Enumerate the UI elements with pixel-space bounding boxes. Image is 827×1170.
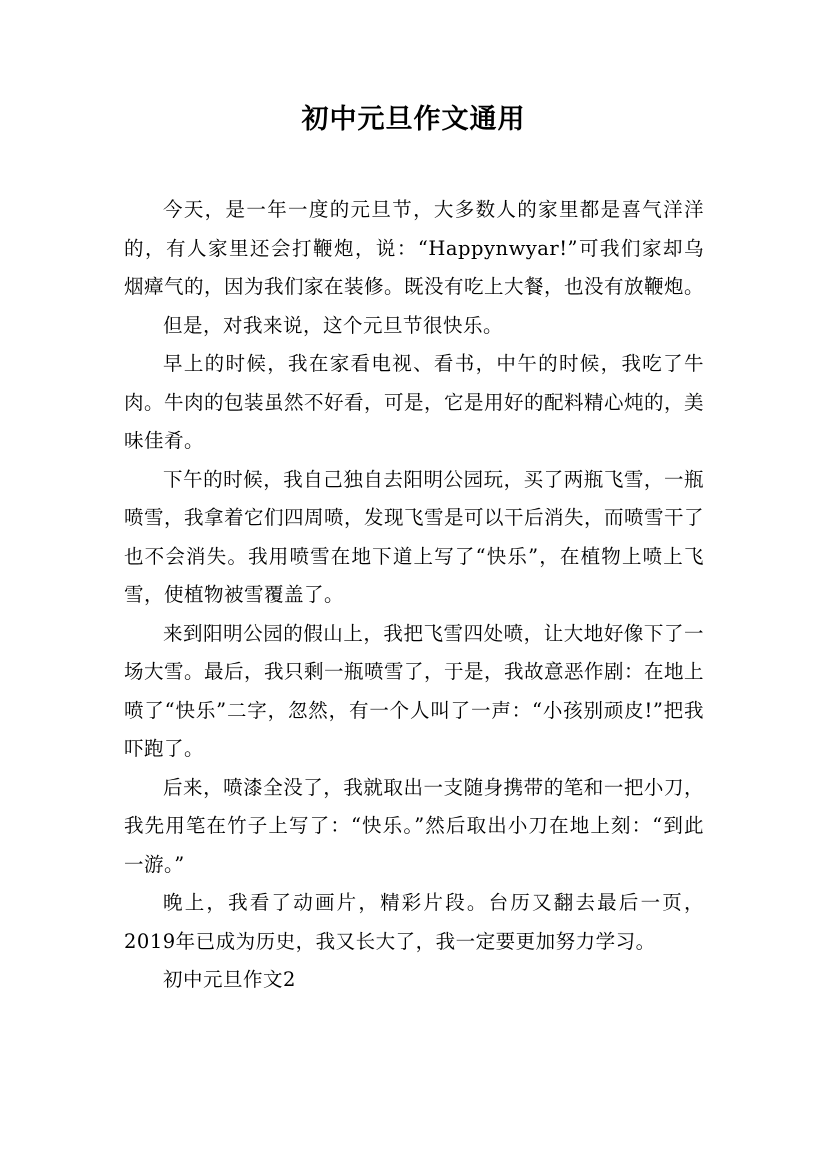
paragraph: 今天，是一年一度的元旦节，大多数人的家里都是喜气洋洋的，有人家里还会打鞭炮，说：“Happynwyar!”可我们家却乌烟瘴气的，因为我们家在装修。既没有吃上大餐，也没有放鞭炮。 xyxy=(124,198,705,298)
paragraph: 下午的时候，我自己独自去阳明公园玩，买了两瓶飞雪，一瓶喷雪，我拿着它们四周喷，发现飞雪是可以干后消失，而喷雪干了也不会消失。我用喷雪在地下道上写了“快乐”，在植物上喷上飞雪，使植物被雪覆盖了。 xyxy=(124,467,705,606)
paragraph: 但是，对我来说，这个元旦节很快乐。 xyxy=(163,313,504,337)
document-body xyxy=(124,191,704,1000)
paragraph: 后来，喷漆全没了，我就取出一支随身携带的笔和一把小刀，我先用笔在竹子上写了：“快乐。”然后取出小刀在地上刻：“到此一游。” xyxy=(124,775,704,876)
paragraph: 来到阳明公园的假山上，我把飞雪四处喷，让大地好像下了一场大雪。最后，我只剩一瓶喷雪了，于是，我故意恶作剧：在地上喷了“快乐”二字，忽然，有一个人叫了一声：“小孩别顽皮!”把我吓跑了。 xyxy=(124,621,705,760)
paragraph: 早上的时候，我在家看电视、看书，中午的时候，我吃了牛肉。牛肉的包装虽然不好看，可是，它是用好的配料精心炖的，美味佳肴。 xyxy=(124,352,705,452)
section-heading: 初中元旦作文2 xyxy=(163,968,296,991)
paragraph: 晚上，我看了动画片，精彩片段。台历又翻去最后一页，2019年已成为历史，我又长大了，我一定要更加努力学习。 xyxy=(124,891,704,953)
document-title: 初中元旦作文通用 xyxy=(301,104,526,135)
